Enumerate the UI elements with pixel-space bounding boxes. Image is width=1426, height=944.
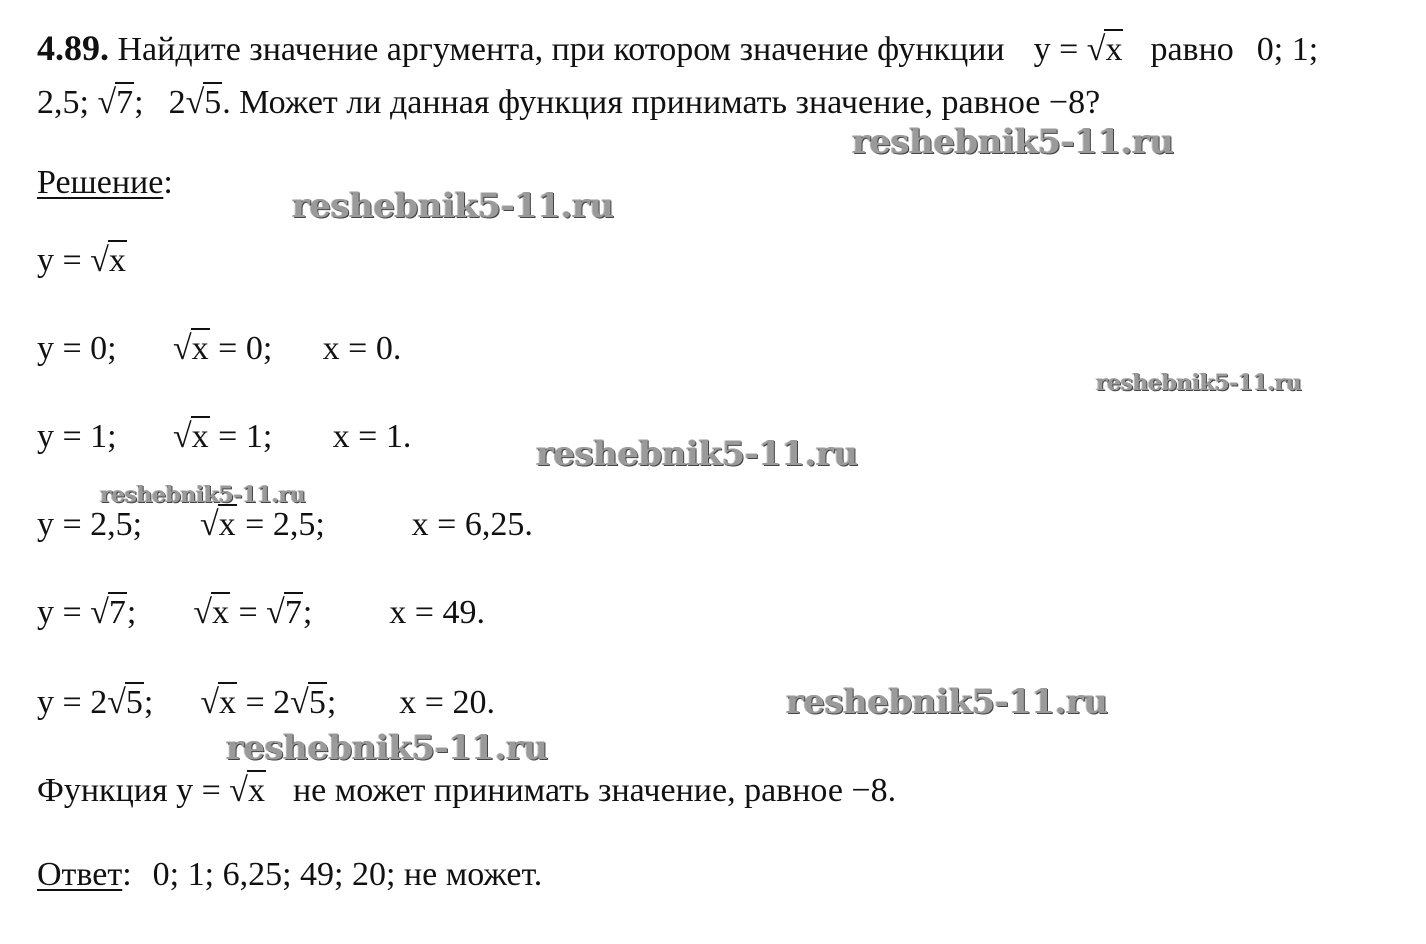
solution-heading: Решение: xyxy=(37,164,173,201)
solution-row: y = 0; √x = 0; x = 0. xyxy=(37,330,402,367)
watermark: reshebnik5-11.ru xyxy=(786,682,1108,722)
sqrt-symbol: √x xyxy=(1086,31,1123,68)
sqrt-symbol: √x xyxy=(229,772,265,809)
sqrt-symbol: √5 xyxy=(290,684,326,721)
sqrt-symbol: √x xyxy=(200,506,236,543)
problem-value-a: 2,5; xyxy=(37,84,89,121)
x-value: x = 20. xyxy=(399,684,495,721)
x-value: x = 49. xyxy=(389,594,485,631)
sqrt-symbol: √x xyxy=(193,594,229,631)
sqrt-symbol: √x xyxy=(173,330,209,367)
watermark: reshebnik5-11.ru xyxy=(536,434,858,474)
sqrt-symbol: √5 xyxy=(185,84,222,121)
sqrt-symbol: √x xyxy=(90,242,126,279)
solution-row: y = 1; √x = 1; x = 1. xyxy=(37,418,412,455)
sqrt-symbol: √5 xyxy=(107,684,143,721)
sqrt-symbol: √7 xyxy=(90,594,126,631)
answer-label: Ответ xyxy=(37,856,123,893)
solution-row: y = 2,5; √x = 2,5; x = 6,25. xyxy=(37,506,533,543)
watermark: reshebnik5-11.ru xyxy=(100,482,306,508)
problem-after: равно xyxy=(1150,31,1234,68)
problem-line-1 xyxy=(37,30,1318,67)
x-value: x = 6,25. xyxy=(411,506,533,543)
conclusion: Функция y = √x не может принимать значение, равное −8. xyxy=(37,772,897,809)
problem-text: Найдите значение аргумента, при котором значение функции xyxy=(117,31,1005,68)
answer-text: 0; 1; 6,25; 49; 20; не может. xyxy=(152,856,543,893)
x-value: x = 0. xyxy=(322,330,402,367)
sqrt-symbol: √7 xyxy=(97,84,134,121)
sqrt-symbol: √x xyxy=(200,684,236,721)
x-value: x = 1. xyxy=(332,418,412,455)
function-definition: y = √x xyxy=(37,242,126,279)
watermark: reshebnik5-11.ru xyxy=(292,186,614,226)
sqrt-symbol: √7 xyxy=(266,594,302,631)
watermark: reshebnik5-11.ru xyxy=(852,122,1174,162)
solution-label: Решение xyxy=(37,164,164,201)
watermark: reshebnik5-11.ru xyxy=(226,728,548,768)
solution-row: y = √7; √x = √7; x = 49. xyxy=(37,594,485,631)
watermark: reshebnik5-11.ru xyxy=(1096,370,1302,396)
problem-values: 0; 1; xyxy=(1256,31,1319,68)
solution-row: y = 2√5; √x = 2√5; x = 20. xyxy=(37,684,495,721)
problem-question: . Может ли данная функция принимать значение, равное −8? xyxy=(222,84,1101,121)
problem-line-2: 2,5; √7; 2√5. Может ли данная функция принимать значение, равное −8? xyxy=(37,84,1101,121)
problem-number: 4.89. xyxy=(37,28,109,68)
answer: Ответ: 0; 1; 6,25; 49; 20; не может. xyxy=(37,856,543,893)
function-lhs: y = xyxy=(1033,31,1079,68)
sqrt-symbol: √x xyxy=(173,418,209,455)
